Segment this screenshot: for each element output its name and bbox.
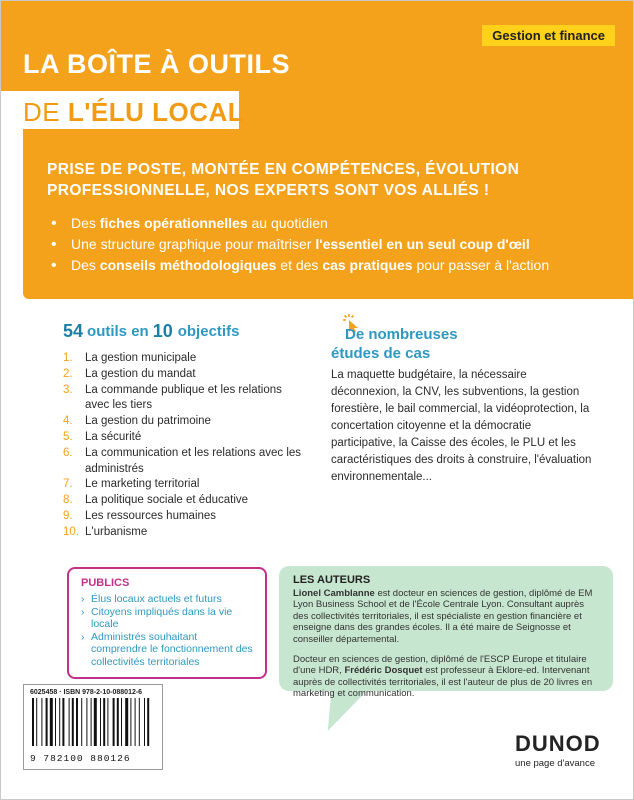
tools-heading-end: objectifs [177,323,240,340]
authors-bubble [279,566,613,700]
cases-heading [331,325,458,363]
title-line-2-prefix: DE [23,97,61,127]
list-item: 7. Le marketing territorial [63,478,200,491]
list-item: 3. La commande publique et les relations avec les tiers [63,383,282,412]
barcode-caption: 6025458 · ISBN 978-2-10-088012-6 [30,689,143,696]
barcode-number: 9 782100 880126 [30,753,131,764]
publisher-slogan: une page d'avance [515,758,595,769]
pitch-bullet: • Une structure graphique pour maîtriser l'essentiel en un seul coup d'œil [47,234,615,255]
barcode-bars-icon [30,696,156,748]
objectives-count: 10 [152,321,173,341]
tools-heading [63,321,239,342]
list-item: › Administrés souhaitant comprendre le fonctionnement des collectivités territoriales [81,631,255,669]
list-item: 6. La communication et les relations avec les administrés [63,446,302,475]
list-item: › Élus locaux actuels et futurs [81,593,255,606]
list-item: › Citoyens impliqués dans la vie locale [81,606,255,631]
list-item: 2. La gestion du mandat [63,367,196,380]
cases-heading-line-2: études de cas [331,345,431,362]
list-item: 10. L'urbanisme [63,525,148,538]
barcode [23,684,163,770]
cases-heading-line-1: De nombreuses [345,326,458,343]
publics-title: PUBLICS [81,577,130,589]
title-line-2 [23,97,244,128]
tools-count: 54 [63,321,84,341]
cases-text: La maquette budgétaire, la nécessaire déconnexion, la CNV, les subventions, la gestion forestière, le bail commercial, la vidéoprotection, la concertation citoyenne et la démocratie participative, la Caisse des écoles, le PLU et les caractéristiques des droits à construire, l'évaluation environnementale... [331,369,592,483]
author-bio-2: Docteur en sciences de gestion, diplômé de l'ESCP Europe et titulaire d'une HDR, Frédéric Dosquet est professeur à Eklore-ed. Intervenant auprès de collectivités territoriales, il est l'auteur de plus de 20 livres en marketing et communication. [293,654,593,700]
publisher-name: DUNOD [515,731,601,756]
list-item: 8. La politique sociale et éducative [63,494,249,507]
pitch-headline [47,159,615,201]
list-item: 4. La gestion du patrimoine [63,415,211,428]
objectives-list [63,351,303,541]
publics-list [81,593,255,669]
pitch-headline-line-1: PRISE DE POSTE, MONTÉE EN COMPÉTENCES, ÉVOLUTION [47,161,520,178]
list-item: 1. La gestion municipale [63,352,197,364]
pitch-headline-line-2: PROFESSIONNELLE, NOS EXPERTS SONT VOS ALLIÉS ! [47,182,490,199]
publics-box [67,567,267,679]
title-line-2-bold: L'ÉLU LOCAL [67,97,245,127]
author-bio-1: Lionel Camblanne est docteur en sciences de gestion, diplômé de EM Lyon Business School et de l'École Centrale Lyon. Consultant auprès des collectivités territoriales, il est spécialiste en gestion financière et enseigne dans des grandes écoles. Il a été maire de Seignosse et conseiller départemental. [293,588,593,645]
pitch-bullets [47,213,615,276]
category-tag: Gestion et finance [482,25,615,46]
pitch-section [23,129,634,299]
list-item: 5. La sécurité [63,430,142,443]
title-line-1: LA BOÎTE À OUTILS [23,49,290,79]
publisher-logo [515,731,601,769]
list-item: 9. Les ressources humaines [63,509,217,522]
authors-title: LES AUTEURS [293,574,371,586]
pitch-bullet: • Des conseils méthodologiques et des cas pratiques pour passer à l'action [47,255,615,276]
pitch-bullet: • Des fiches opérationnelles au quotidien [47,213,615,234]
tools-heading-mid: outils en [87,323,149,340]
